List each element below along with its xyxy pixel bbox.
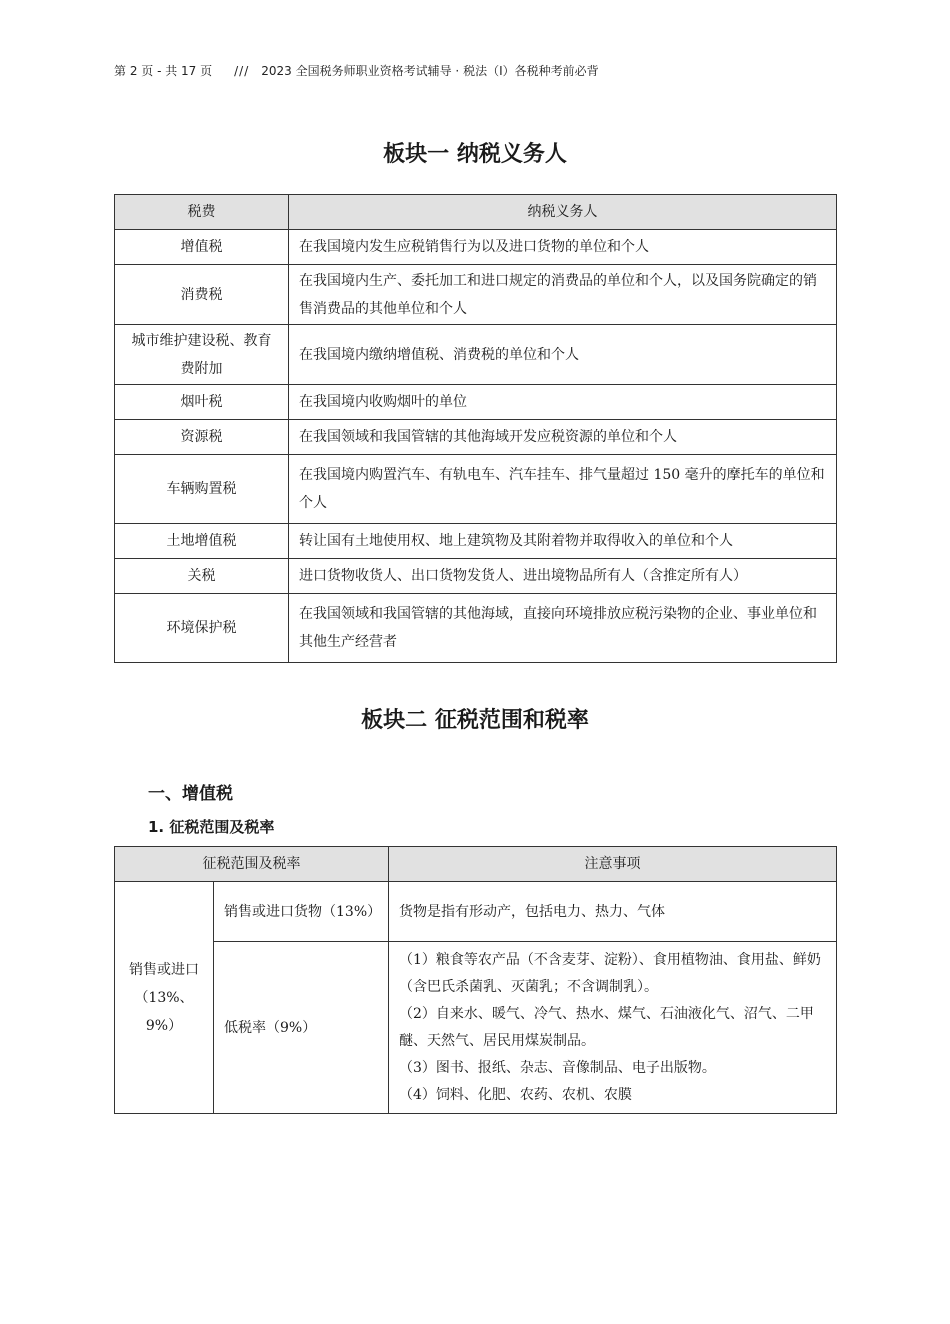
table-row	[115, 420, 837, 455]
column-header: 纳税义务人	[289, 195, 837, 230]
section2-title: 板块二 征税范围和税率	[361, 708, 589, 733]
table-row	[115, 455, 837, 524]
note-cell	[389, 942, 837, 1114]
heading-scope-and-rates: 1. 征税范围及税率	[148, 818, 275, 836]
scope-cell: 销售或进口货物（13%）	[214, 882, 389, 942]
taxpayer-desc: 在我国境内生产、委托加工和进口规定的消费品的单位和个人，以及国务院确定的销售消费品的其他单位和个人	[289, 265, 837, 325]
table-row	[115, 385, 837, 420]
tax-name: 车辆购置税	[115, 455, 289, 524]
tax-name: 资源税	[115, 420, 289, 455]
vat-scope-table	[114, 846, 837, 1114]
table-row	[115, 325, 837, 385]
table-row	[115, 559, 837, 594]
table-header-row	[115, 847, 837, 882]
group-label-line: （13%、9%）	[134, 989, 194, 1034]
taxpayer-desc: 进口货物收货人、出口货物发货人、进出境物品所有人（含推定所有人）	[289, 559, 837, 594]
taxpayer-desc: 在我国境内购置汽车、有轨电车、汽车挂车、排气量超过 150 毫升的摩托车的单位和个人	[289, 455, 837, 524]
tax-name: 环境保护税	[115, 594, 289, 663]
tax-name: 土地增值税	[115, 524, 289, 559]
taxpayer-desc: 在我国境内收购烟叶的单位	[289, 385, 837, 420]
table-row	[115, 942, 837, 1114]
note-item: （1）粮食等农产品（不含麦芽、淀粉）、食用植物油、食用盐、鲜奶（含巴氏杀菌乳、灭菌乳；不含调制乳）。	[399, 951, 821, 995]
document-title: 2023 全国税务师职业资格考试辅导 · 税法（I）各税种考前必背	[261, 64, 599, 78]
group-label-line: 销售或进口	[129, 961, 199, 978]
scope-cell: 低税率（9%）	[214, 942, 389, 1114]
taxpayer-desc: 在我国领域和我国管辖的其他海域开发应税资源的单位和个人	[289, 420, 837, 455]
header-separator: ///	[234, 64, 250, 78]
tax-name: 烟叶税	[115, 385, 289, 420]
column-header: 征税范围及税率	[115, 847, 389, 882]
table-row	[115, 594, 837, 663]
taxpayer-desc: 在我国境内发生应税销售行为以及进口货物的单位和个人	[289, 230, 837, 265]
note-cell: 货物是指有形动产，包括电力、热力、气体	[389, 882, 837, 942]
heading-vat: 一、增值税	[148, 784, 233, 804]
table-header-row	[115, 195, 837, 230]
table-row	[115, 265, 837, 325]
section1-title: 板块一 纳税义务人	[383, 142, 567, 167]
note-item: （2）自来水、暖气、冷气、热水、煤气、石油液化气、沼气、二甲醚、天然气、居民用煤炭制品。	[399, 1005, 814, 1049]
tax-name: 消费税	[115, 265, 289, 325]
taxpayer-desc: 在我国领域和我国管辖的其他海域，直接向环境排放应税污染物的企业、事业单位和其他生产经营者	[289, 594, 837, 663]
column-header: 注意事项	[389, 847, 837, 882]
table-row	[115, 230, 837, 265]
tax-name: 城市维护建设税、教育费附加	[115, 325, 289, 385]
note-item: （4）饲料、化肥、农药、农机、农膜	[399, 1086, 632, 1103]
taxpayer-table	[114, 194, 837, 663]
table-row	[115, 882, 837, 942]
tax-name: 增值税	[115, 230, 289, 265]
note-item: （3）图书、报纸、杂志、音像制品、电子出版物。	[399, 1059, 716, 1076]
taxpayer-desc: 转让国有土地使用权、地上建筑物及其附着物并取得收入的单位和个人	[289, 524, 837, 559]
tax-name: 关税	[115, 559, 289, 594]
page-header	[114, 62, 599, 79]
group-label	[115, 882, 214, 1114]
page-info: 第 2 页 - 共 17 页	[114, 64, 213, 78]
column-header: 税费	[115, 195, 289, 230]
table-row	[115, 524, 837, 559]
taxpayer-desc: 在我国境内缴纳增值税、消费税的单位和个人	[289, 325, 837, 385]
